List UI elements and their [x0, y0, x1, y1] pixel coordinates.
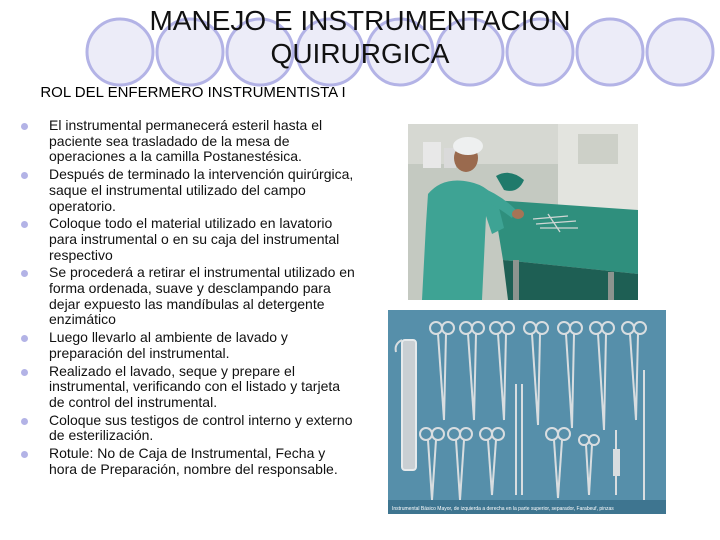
bullet-text: Realizado el lavado, seque y prepare el instrumental, verificando con el listado y tarjeta de control del instrumental. [49, 362, 341, 410]
list-item [20, 446, 356, 477]
bullet-icon [21, 123, 28, 130]
slide-title: MANEJO E INSTRUMENTACION QUIRURGICA [149, 5, 571, 69]
bullet-icon [21, 451, 28, 458]
bullet-icon [21, 418, 28, 425]
list-item [20, 413, 356, 444]
list-item [20, 364, 356, 411]
surgical-instruments-photo [388, 310, 666, 514]
bullet-text: Coloque todo el material utilizado en lavatorio para instrumental o en su caja del instrumental respectivo [49, 215, 340, 263]
bullet-text: Después de terminado la intervención quirúrgica, saque el instrumental utilizado del campo operatorio. [49, 166, 354, 214]
bullet-icon [21, 369, 28, 376]
bullet-text: Coloque sus testigos de control interno y externo de esterilización. [49, 411, 353, 444]
bullet-list [20, 118, 356, 479]
photo-caption: Instrumental Básico Mayor, de izquierda a derecha en la parte superior, separador, Farabeuf, pinzas [392, 506, 614, 512]
bullet-text: Luego llevarlo al ambiente de lavado y preparación del instrumental. [49, 329, 288, 361]
bullet-text: Se procederá a retirar el instrumental utilizado en forma ordenada, suave y desclampando para dejar expuesto las mandíbulas al detergente enzimático [49, 264, 355, 328]
bullet-icon [21, 335, 28, 342]
slide-subtitle: ROL DEL ENFERMERO INSTRUMENTISTA I [40, 84, 346, 101]
bullet-icon [21, 172, 28, 179]
decorative-circle [647, 19, 713, 85]
list-item [20, 330, 356, 361]
list-item [20, 118, 356, 165]
nurse-instrument-photo [408, 124, 638, 300]
list-item [20, 265, 356, 328]
bullet-icon [21, 221, 28, 228]
bullet-icon [21, 270, 28, 277]
bullet-text: El instrumental permanecerá esteril hasta el paciente sea trasladado de la mesa de operaciones a la camilla Postanestésica. [49, 117, 323, 165]
list-item [20, 167, 356, 214]
list-item [20, 216, 356, 263]
bullet-text: Rotule: No de Caja de Instrumental, Fecha y hora de Preparación, nombre del responsable. [49, 445, 338, 477]
